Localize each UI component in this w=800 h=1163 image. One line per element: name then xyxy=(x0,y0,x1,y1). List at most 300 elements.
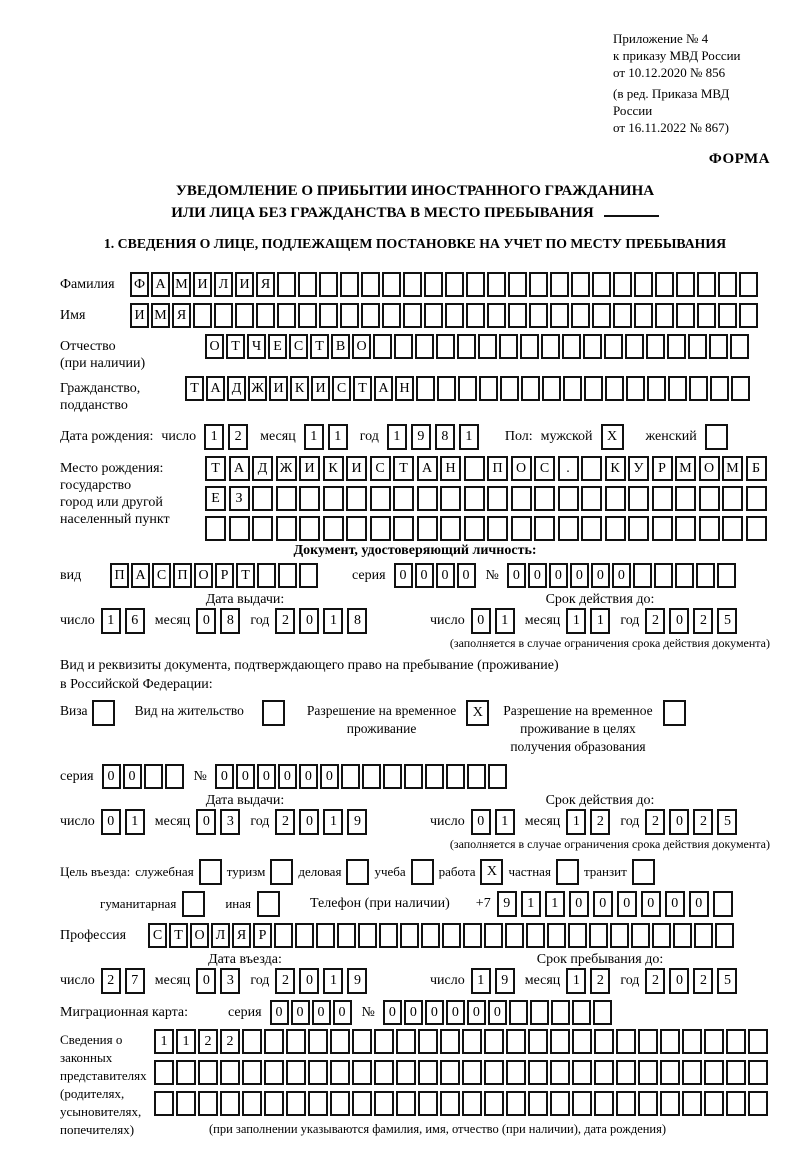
char-box[interactable] xyxy=(396,1060,416,1085)
char-box[interactable]: 5 xyxy=(717,968,737,994)
sex-male-checkbox[interactable]: X xyxy=(601,424,624,450)
char-box[interactable] xyxy=(717,563,736,588)
char-box[interactable]: 1 xyxy=(204,424,224,450)
char-box[interactable]: 0 xyxy=(446,1000,465,1025)
char-box[interactable] xyxy=(676,303,695,328)
char-box[interactable] xyxy=(286,1029,306,1054)
char-box[interactable]: 0 xyxy=(591,563,610,588)
char-box[interactable] xyxy=(541,334,560,359)
char-box[interactable]: 1 xyxy=(323,608,343,634)
char-box[interactable]: 0 xyxy=(507,563,526,588)
char-box[interactable] xyxy=(484,1091,504,1116)
char-box[interactable] xyxy=(694,923,713,948)
char-box[interactable] xyxy=(488,764,507,789)
char-box[interactable]: 1 xyxy=(566,968,586,994)
birthplace-field-line2[interactable] xyxy=(205,486,769,511)
char-box[interactable] xyxy=(176,1091,196,1116)
char-box[interactable] xyxy=(252,486,273,511)
char-box[interactable]: 0 xyxy=(617,891,637,917)
char-box[interactable] xyxy=(722,516,743,541)
char-box[interactable]: 8 xyxy=(347,608,367,634)
char-box[interactable] xyxy=(323,486,344,511)
issue-month-field[interactable] xyxy=(196,608,244,634)
char-box[interactable]: 0 xyxy=(467,1000,486,1025)
char-box[interactable]: Ж xyxy=(248,376,267,401)
char-box[interactable]: 1 xyxy=(495,809,515,835)
char-box[interactable] xyxy=(415,334,434,359)
char-box[interactable] xyxy=(358,923,377,948)
issue-day-field[interactable] xyxy=(101,608,149,634)
char-box[interactable] xyxy=(417,486,438,511)
char-box[interactable] xyxy=(464,486,485,511)
char-box[interactable] xyxy=(528,1060,548,1085)
char-box[interactable] xyxy=(478,334,497,359)
char-box[interactable] xyxy=(739,303,758,328)
char-box[interactable] xyxy=(440,1091,460,1116)
char-box[interactable] xyxy=(625,334,644,359)
char-box[interactable] xyxy=(613,272,632,297)
char-box[interactable] xyxy=(394,334,413,359)
char-box[interactable] xyxy=(652,486,673,511)
char-box[interactable]: Б xyxy=(746,456,767,481)
char-box[interactable]: 2 xyxy=(228,424,248,450)
char-box[interactable] xyxy=(458,376,477,401)
char-box[interactable] xyxy=(675,563,694,588)
char-box[interactable]: С xyxy=(148,923,167,948)
residence-series-field[interactable] xyxy=(102,764,186,789)
residence-issue-day-field[interactable] xyxy=(101,809,149,835)
char-box[interactable]: Т xyxy=(226,334,245,359)
char-box[interactable] xyxy=(487,516,508,541)
residence-expiry-year-field[interactable] xyxy=(645,809,741,835)
migration-series-field[interactable] xyxy=(270,1000,354,1025)
char-box[interactable] xyxy=(440,486,461,511)
purpose-private-checkbox[interactable] xyxy=(556,859,579,885)
char-box[interactable] xyxy=(462,1091,482,1116)
char-box[interactable] xyxy=(286,1091,306,1116)
purpose-work-checkbox[interactable]: X xyxy=(480,859,503,885)
char-box[interactable] xyxy=(704,1029,724,1054)
char-box[interactable]: И xyxy=(269,376,288,401)
char-box[interactable]: Т xyxy=(310,334,329,359)
char-box[interactable] xyxy=(709,334,728,359)
char-box[interactable] xyxy=(668,376,687,401)
char-box[interactable] xyxy=(276,516,297,541)
char-box[interactable]: 9 xyxy=(497,891,517,917)
char-box[interactable]: . xyxy=(558,456,579,481)
char-box[interactable]: 1 xyxy=(459,424,479,450)
char-box[interactable] xyxy=(594,1060,614,1085)
expiry-day-field[interactable] xyxy=(471,608,519,634)
char-box[interactable] xyxy=(440,1029,460,1054)
char-box[interactable] xyxy=(748,1091,768,1116)
char-box[interactable]: И xyxy=(299,456,320,481)
char-box[interactable]: И xyxy=(235,272,254,297)
char-box[interactable]: А xyxy=(229,456,250,481)
char-box[interactable] xyxy=(718,272,737,297)
char-box[interactable]: Т xyxy=(393,456,414,481)
char-box[interactable]: 0 xyxy=(612,563,631,588)
char-box[interactable] xyxy=(605,376,624,401)
char-box[interactable] xyxy=(424,272,443,297)
char-box[interactable] xyxy=(466,303,485,328)
char-box[interactable]: 0 xyxy=(196,608,216,634)
visa-checkbox[interactable] xyxy=(92,700,115,726)
char-box[interactable] xyxy=(616,1029,636,1054)
char-box[interactable]: 9 xyxy=(347,968,367,994)
char-box[interactable]: 0 xyxy=(291,1000,310,1025)
char-box[interactable] xyxy=(660,1091,680,1116)
char-box[interactable]: Д xyxy=(252,456,273,481)
char-box[interactable]: 0 xyxy=(257,764,276,789)
char-box[interactable]: 0 xyxy=(102,764,121,789)
char-box[interactable]: Е xyxy=(268,334,287,359)
char-box[interactable]: 0 xyxy=(215,764,234,789)
char-box[interactable] xyxy=(726,1091,746,1116)
char-box[interactable] xyxy=(520,334,539,359)
char-box[interactable] xyxy=(613,303,632,328)
char-box[interactable] xyxy=(276,486,297,511)
char-box[interactable] xyxy=(581,516,602,541)
char-box[interactable]: 0 xyxy=(101,809,121,835)
purpose-other-checkbox[interactable] xyxy=(257,891,280,917)
char-box[interactable] xyxy=(654,563,673,588)
char-box[interactable]: 0 xyxy=(669,608,689,634)
char-box[interactable] xyxy=(593,1000,612,1025)
char-box[interactable]: 0 xyxy=(299,809,319,835)
char-box[interactable] xyxy=(340,272,359,297)
char-box[interactable] xyxy=(634,303,653,328)
char-box[interactable] xyxy=(689,376,708,401)
char-box[interactable] xyxy=(463,923,482,948)
char-box[interactable]: О xyxy=(699,456,720,481)
purpose-tourism-checkbox[interactable] xyxy=(270,859,293,885)
char-box[interactable] xyxy=(425,764,444,789)
char-box[interactable] xyxy=(688,334,707,359)
char-box[interactable]: 3 xyxy=(220,968,240,994)
char-box[interactable]: 1 xyxy=(323,968,343,994)
char-box[interactable] xyxy=(198,1091,218,1116)
purpose-commercial-checkbox[interactable] xyxy=(346,859,369,885)
char-box[interactable] xyxy=(235,303,254,328)
residence-expiry-month-field[interactable] xyxy=(566,809,614,835)
char-box[interactable]: 0 xyxy=(394,563,413,588)
char-box[interactable]: В xyxy=(331,334,350,359)
char-box[interactable] xyxy=(352,1029,372,1054)
char-box[interactable] xyxy=(562,334,581,359)
char-box[interactable] xyxy=(583,334,602,359)
char-box[interactable]: С xyxy=(152,563,171,588)
char-box[interactable]: 9 xyxy=(347,809,367,835)
char-box[interactable] xyxy=(726,1060,746,1085)
char-box[interactable]: С xyxy=(332,376,351,401)
char-box[interactable] xyxy=(229,516,250,541)
char-box[interactable] xyxy=(467,764,486,789)
char-box[interactable]: 0 xyxy=(425,1000,444,1025)
char-box[interactable] xyxy=(529,303,548,328)
char-box[interactable] xyxy=(667,334,686,359)
char-box[interactable] xyxy=(638,1060,658,1085)
char-box[interactable] xyxy=(511,516,532,541)
char-box[interactable] xyxy=(660,1060,680,1085)
char-box[interactable]: 1 xyxy=(328,424,348,450)
char-box[interactable] xyxy=(299,563,318,588)
char-box[interactable] xyxy=(418,1091,438,1116)
char-box[interactable] xyxy=(277,272,296,297)
char-box[interactable] xyxy=(673,923,692,948)
char-box[interactable] xyxy=(464,516,485,541)
char-box[interactable] xyxy=(550,1029,570,1054)
char-box[interactable] xyxy=(319,272,338,297)
char-box[interactable] xyxy=(718,303,737,328)
char-box[interactable] xyxy=(330,1029,350,1054)
char-box[interactable]: 2 xyxy=(198,1029,218,1054)
char-box[interactable] xyxy=(242,1060,262,1085)
char-box[interactable] xyxy=(715,923,734,948)
char-box[interactable] xyxy=(252,516,273,541)
char-box[interactable]: 1 xyxy=(101,608,121,634)
char-box[interactable] xyxy=(572,1091,592,1116)
char-box[interactable] xyxy=(550,1091,570,1116)
char-box[interactable] xyxy=(404,764,423,789)
char-box[interactable] xyxy=(466,272,485,297)
char-box[interactable]: 1 xyxy=(387,424,407,450)
char-box[interactable]: 0 xyxy=(236,764,255,789)
char-box[interactable]: И xyxy=(130,303,149,328)
char-box[interactable] xyxy=(323,516,344,541)
char-box[interactable] xyxy=(748,1029,768,1054)
char-box[interactable] xyxy=(298,272,317,297)
char-box[interactable]: С xyxy=(534,456,555,481)
char-box[interactable] xyxy=(421,923,440,948)
char-box[interactable] xyxy=(393,516,414,541)
char-box[interactable] xyxy=(373,334,392,359)
char-box[interactable] xyxy=(634,272,653,297)
char-box[interactable] xyxy=(361,272,380,297)
char-box[interactable]: 0 xyxy=(333,1000,352,1025)
edu-residence-permit-checkbox[interactable] xyxy=(663,700,686,726)
char-box[interactable]: 0 xyxy=(436,563,455,588)
char-box[interactable] xyxy=(506,1029,526,1054)
char-box[interactable]: 0 xyxy=(488,1000,507,1025)
char-box[interactable] xyxy=(626,376,645,401)
char-box[interactable] xyxy=(214,303,233,328)
char-box[interactable]: 0 xyxy=(299,764,318,789)
char-box[interactable] xyxy=(697,272,716,297)
char-box[interactable] xyxy=(592,272,611,297)
char-box[interactable] xyxy=(445,272,464,297)
birthdate-month-field[interactable] xyxy=(304,424,352,450)
char-box[interactable]: 2 xyxy=(220,1029,240,1054)
char-box[interactable] xyxy=(308,1060,328,1085)
char-box[interactable] xyxy=(165,764,184,789)
char-box[interactable] xyxy=(352,1091,372,1116)
char-box[interactable] xyxy=(346,516,367,541)
temp-residence-permit-checkbox[interactable]: X xyxy=(466,700,489,726)
char-box[interactable] xyxy=(383,764,402,789)
char-box[interactable]: 2 xyxy=(590,968,610,994)
char-box[interactable] xyxy=(205,516,226,541)
char-box[interactable]: 2 xyxy=(275,608,295,634)
char-box[interactable]: Д xyxy=(227,376,246,401)
char-box[interactable] xyxy=(682,1029,702,1054)
representatives-field-line2[interactable] xyxy=(154,1060,770,1085)
representatives-field-line3[interactable] xyxy=(154,1091,770,1116)
char-box[interactable] xyxy=(581,486,602,511)
patronymic-field[interactable] xyxy=(205,334,751,359)
char-box[interactable]: 0 xyxy=(471,809,491,835)
char-box[interactable]: О xyxy=(511,456,532,481)
char-box[interactable] xyxy=(274,923,293,948)
expiry-month-field[interactable] xyxy=(566,608,614,634)
char-box[interactable] xyxy=(550,272,569,297)
residence-expiry-day-field[interactable] xyxy=(471,809,519,835)
char-box[interactable]: 2 xyxy=(693,608,713,634)
char-box[interactable]: 0 xyxy=(415,563,434,588)
birthplace-field-line3[interactable] xyxy=(205,516,769,541)
char-box[interactable] xyxy=(660,1029,680,1054)
char-box[interactable]: 6 xyxy=(125,608,145,634)
char-box[interactable]: А xyxy=(206,376,225,401)
char-box[interactable] xyxy=(592,303,611,328)
char-box[interactable]: 1 xyxy=(521,891,541,917)
char-box[interactable] xyxy=(396,1091,416,1116)
char-box[interactable]: А xyxy=(374,376,393,401)
char-box[interactable] xyxy=(319,303,338,328)
char-box[interactable]: 1 xyxy=(176,1029,196,1054)
char-box[interactable] xyxy=(436,334,455,359)
stay-month-field[interactable] xyxy=(566,968,614,994)
char-box[interactable] xyxy=(264,1091,284,1116)
char-box[interactable]: 0 xyxy=(528,563,547,588)
char-box[interactable] xyxy=(370,486,391,511)
char-box[interactable]: 1 xyxy=(590,608,610,634)
char-box[interactable] xyxy=(445,303,464,328)
doc-number-field[interactable] xyxy=(507,563,738,588)
char-box[interactable] xyxy=(396,1029,416,1054)
char-box[interactable]: А xyxy=(131,563,150,588)
char-box[interactable]: 0 xyxy=(669,968,689,994)
char-box[interactable]: О xyxy=(194,563,213,588)
char-box[interactable] xyxy=(509,1000,528,1025)
char-box[interactable] xyxy=(633,563,652,588)
char-box[interactable]: 1 xyxy=(323,809,343,835)
residence-permit-checkbox[interactable] xyxy=(262,700,285,726)
char-box[interactable] xyxy=(418,1060,438,1085)
char-box[interactable] xyxy=(256,303,275,328)
char-box[interactable] xyxy=(500,376,519,401)
char-box[interactable] xyxy=(713,891,733,917)
char-box[interactable] xyxy=(220,1060,240,1085)
citizenship-field[interactable] xyxy=(185,376,752,401)
char-box[interactable] xyxy=(704,1091,724,1116)
char-box[interactable] xyxy=(638,1091,658,1116)
char-box[interactable] xyxy=(242,1029,262,1054)
char-box[interactable]: 2 xyxy=(590,809,610,835)
char-box[interactable] xyxy=(479,376,498,401)
char-box[interactable] xyxy=(484,1060,504,1085)
residence-issue-month-field[interactable] xyxy=(196,809,244,835)
char-box[interactable] xyxy=(558,516,579,541)
char-box[interactable] xyxy=(572,1000,591,1025)
char-box[interactable]: З xyxy=(229,486,250,511)
birthplace-field-line1[interactable] xyxy=(205,456,769,481)
char-box[interactable]: 1 xyxy=(304,424,324,450)
char-box[interactable] xyxy=(605,486,626,511)
char-box[interactable]: 0 xyxy=(299,608,319,634)
char-box[interactable] xyxy=(374,1060,394,1085)
profession-field[interactable] xyxy=(148,923,736,948)
char-box[interactable]: Р xyxy=(253,923,272,948)
char-box[interactable] xyxy=(563,376,582,401)
char-box[interactable] xyxy=(308,1029,328,1054)
char-box[interactable]: 0 xyxy=(641,891,661,917)
char-box[interactable]: Н xyxy=(395,376,414,401)
char-box[interactable] xyxy=(382,272,401,297)
char-box[interactable]: 0 xyxy=(278,764,297,789)
char-box[interactable] xyxy=(505,923,524,948)
char-box[interactable]: Ф xyxy=(130,272,149,297)
char-box[interactable] xyxy=(440,516,461,541)
char-box[interactable] xyxy=(675,486,696,511)
char-box[interactable] xyxy=(286,1060,306,1085)
char-box[interactable]: С xyxy=(289,334,308,359)
char-box[interactable] xyxy=(748,1060,768,1085)
char-box[interactable] xyxy=(675,516,696,541)
birthdate-day-field[interactable] xyxy=(204,424,252,450)
char-box[interactable]: А xyxy=(417,456,438,481)
char-box[interactable] xyxy=(526,923,545,948)
char-box[interactable]: Л xyxy=(211,923,230,948)
char-box[interactable] xyxy=(638,1029,658,1054)
char-box[interactable] xyxy=(581,456,602,481)
char-box[interactable]: 7 xyxy=(125,968,145,994)
char-box[interactable] xyxy=(418,1029,438,1054)
char-box[interactable]: 0 xyxy=(570,563,589,588)
char-box[interactable]: П xyxy=(487,456,508,481)
char-box[interactable] xyxy=(534,486,555,511)
char-box[interactable] xyxy=(154,1060,174,1085)
issue-year-field[interactable] xyxy=(275,608,371,634)
char-box[interactable] xyxy=(176,1060,196,1085)
char-box[interactable]: 2 xyxy=(275,968,295,994)
entry-month-field[interactable] xyxy=(196,968,244,994)
char-box[interactable] xyxy=(605,516,626,541)
char-box[interactable]: Я xyxy=(232,923,251,948)
char-box[interactable] xyxy=(652,923,671,948)
char-box[interactable] xyxy=(362,764,381,789)
char-box[interactable]: И xyxy=(346,456,367,481)
char-box[interactable] xyxy=(628,486,649,511)
char-box[interactable]: О xyxy=(205,334,224,359)
char-box[interactable] xyxy=(529,272,548,297)
char-box[interactable]: Ж xyxy=(276,456,297,481)
char-box[interactable] xyxy=(340,303,359,328)
char-box[interactable] xyxy=(484,1029,504,1054)
char-box[interactable]: 1 xyxy=(545,891,565,917)
char-box[interactable] xyxy=(652,516,673,541)
char-box[interactable] xyxy=(257,563,276,588)
char-box[interactable]: И xyxy=(193,272,212,297)
char-box[interactable]: К xyxy=(323,456,344,481)
char-box[interactable] xyxy=(198,1060,218,1085)
doc-series-field[interactable] xyxy=(394,563,478,588)
char-box[interactable] xyxy=(193,303,212,328)
char-box[interactable] xyxy=(530,1000,549,1025)
char-box[interactable] xyxy=(487,303,506,328)
char-box[interactable] xyxy=(154,1091,174,1116)
stay-day-field[interactable] xyxy=(471,968,519,994)
